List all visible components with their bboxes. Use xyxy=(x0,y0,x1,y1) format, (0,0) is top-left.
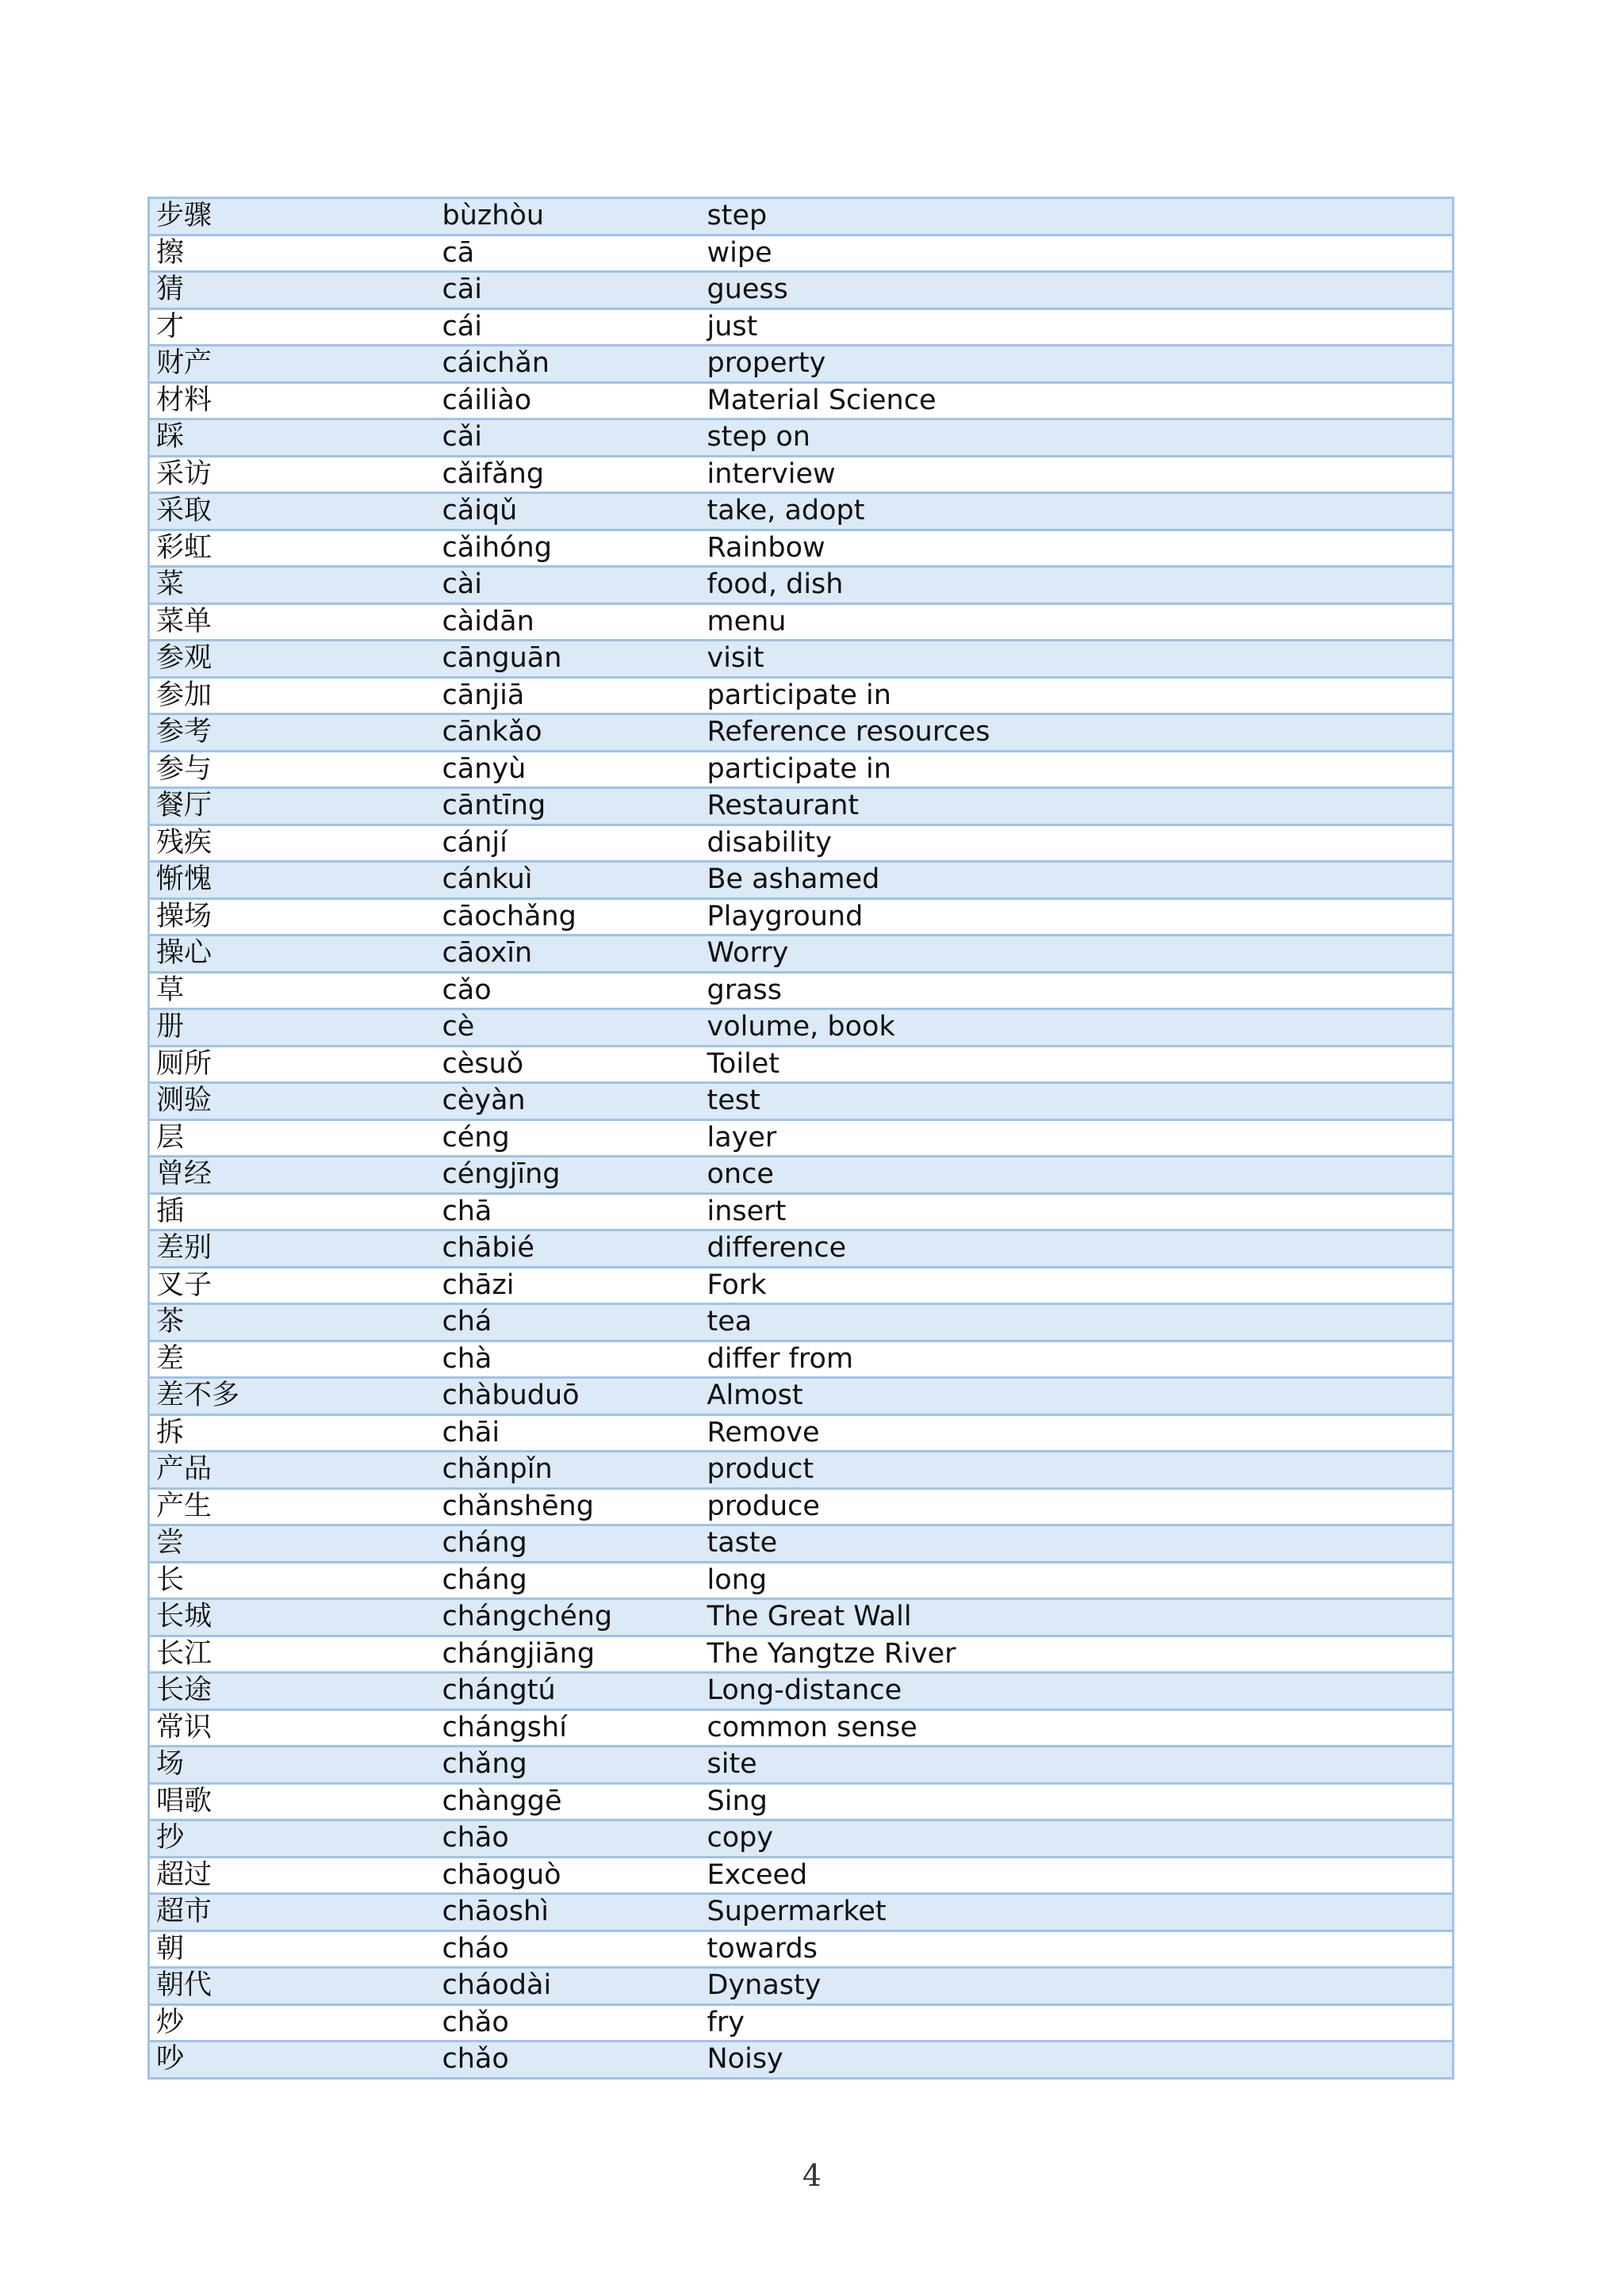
pinyin-cell: bùzhòu xyxy=(436,198,701,235)
table-row xyxy=(149,1304,1454,1341)
table-row xyxy=(149,1783,1454,1820)
english-cell: step on xyxy=(701,419,1454,457)
english-cell: Sing xyxy=(701,1783,1454,1820)
table-row xyxy=(149,308,1454,346)
hanzi-cell: 才 xyxy=(149,308,436,346)
pinyin-cell: cè xyxy=(436,1009,701,1047)
hanzi-cell: 参与 xyxy=(149,751,436,788)
pinyin-cell: chā xyxy=(436,1193,701,1230)
pinyin-cell: cā xyxy=(436,235,701,272)
hanzi-cell: 参加 xyxy=(149,677,436,714)
pinyin-cell: chāoguò xyxy=(436,1857,701,1894)
english-cell: take, adopt xyxy=(701,493,1454,530)
table-row xyxy=(149,235,1454,272)
hanzi-cell: 抄 xyxy=(149,1820,436,1858)
hanzi-cell: 差 xyxy=(149,1341,436,1378)
table-row xyxy=(149,641,1454,678)
table-row xyxy=(149,972,1454,1009)
hanzi-cell: 茶 xyxy=(149,1304,436,1341)
table-row xyxy=(149,714,1454,752)
table-row xyxy=(149,346,1454,383)
english-cell: grass xyxy=(701,972,1454,1009)
hanzi-cell: 采取 xyxy=(149,493,436,530)
hanzi-cell: 长江 xyxy=(149,1636,436,1673)
hanzi-cell: 步骤 xyxy=(149,198,436,235)
hanzi-cell: 菜 xyxy=(149,567,436,604)
english-cell: Long-distance xyxy=(701,1673,1454,1710)
table-row xyxy=(149,382,1454,419)
pinyin-cell: chǎo xyxy=(436,2004,701,2042)
pinyin-cell: chà xyxy=(436,1341,701,1378)
hanzi-cell: 参考 xyxy=(149,714,436,752)
english-cell: participate in xyxy=(701,677,1454,714)
english-cell: taste xyxy=(701,1525,1454,1563)
pinyin-cell: chāzi xyxy=(436,1267,701,1304)
english-cell: food, dish xyxy=(701,567,1454,604)
english-cell: The Great Wall xyxy=(701,1599,1454,1636)
table-row xyxy=(149,272,1454,309)
pinyin-cell: cānguān xyxy=(436,641,701,678)
hanzi-cell: 层 xyxy=(149,1119,436,1157)
table-row xyxy=(149,603,1454,641)
english-cell: common sense xyxy=(701,1709,1454,1747)
hanzi-cell: 差别 xyxy=(149,1230,436,1268)
hanzi-cell: 拆 xyxy=(149,1414,436,1452)
pinyin-cell: chāi xyxy=(436,1414,701,1452)
table-row xyxy=(149,419,1454,457)
english-cell: copy xyxy=(701,1820,1454,1858)
table-row xyxy=(149,898,1454,936)
english-cell: site xyxy=(701,1747,1454,1784)
hanzi-cell: 曾经 xyxy=(149,1157,436,1194)
pinyin-cell: chǎng xyxy=(436,1747,701,1784)
pinyin-cell: chǎnpǐn xyxy=(436,1452,701,1489)
hanzi-cell: 踩 xyxy=(149,419,436,457)
hanzi-cell: 场 xyxy=(149,1747,436,1784)
english-cell: Toilet xyxy=(701,1046,1454,1083)
pinyin-cell: chángchéng xyxy=(436,1599,701,1636)
pinyin-cell: cáiliào xyxy=(436,382,701,419)
table-row xyxy=(149,2004,1454,2042)
table-row xyxy=(149,456,1454,493)
pinyin-cell: cānyù xyxy=(436,751,701,788)
hanzi-cell: 朝代 xyxy=(149,1968,436,2005)
english-cell: insert xyxy=(701,1193,1454,1230)
table-row xyxy=(149,1157,1454,1194)
table-row xyxy=(149,677,1454,714)
hanzi-cell: 测验 xyxy=(149,1083,436,1120)
table-row xyxy=(149,530,1454,567)
table-row xyxy=(149,751,1454,788)
hanzi-cell: 擦 xyxy=(149,235,436,272)
table-row xyxy=(149,1119,1454,1157)
hanzi-cell: 财产 xyxy=(149,346,436,383)
table-row xyxy=(149,1931,1454,1968)
table-row xyxy=(149,1747,1454,1784)
table-row xyxy=(149,1230,1454,1268)
english-cell: guess xyxy=(701,272,1454,309)
table-row xyxy=(149,1267,1454,1304)
table-row xyxy=(149,2042,1454,2079)
table-row xyxy=(149,1193,1454,1230)
table-row xyxy=(149,1488,1454,1525)
english-cell: step xyxy=(701,198,1454,235)
table-row xyxy=(149,1414,1454,1452)
pinyin-cell: cǎihóng xyxy=(436,530,701,567)
hanzi-cell: 尝 xyxy=(149,1525,436,1563)
pinyin-cell: cǎi xyxy=(436,419,701,457)
table-row xyxy=(149,1599,1454,1636)
hanzi-cell: 草 xyxy=(149,972,436,1009)
english-cell: Restaurant xyxy=(701,788,1454,825)
english-cell: Fork xyxy=(701,1267,1454,1304)
table-row xyxy=(149,1968,1454,2005)
table-row xyxy=(149,1636,1454,1673)
english-cell: property xyxy=(701,346,1454,383)
english-cell: difference xyxy=(701,1230,1454,1268)
hanzi-cell: 餐厅 xyxy=(149,788,436,825)
hanzi-cell: 炒 xyxy=(149,2004,436,2042)
pinyin-cell: chābié xyxy=(436,1230,701,1268)
english-cell: The Yangtze River xyxy=(701,1636,1454,1673)
english-cell: volume, book xyxy=(701,1009,1454,1047)
english-cell: Worry xyxy=(701,936,1454,973)
english-cell: just xyxy=(701,308,1454,346)
english-cell: fry xyxy=(701,2004,1454,2042)
pinyin-cell: chángtú xyxy=(436,1673,701,1710)
table-row xyxy=(149,198,1454,235)
english-cell: once xyxy=(701,1157,1454,1194)
table-row xyxy=(149,1894,1454,1931)
english-cell: visit xyxy=(701,641,1454,678)
pinyin-cell: cǎiqǔ xyxy=(436,493,701,530)
hanzi-cell: 彩虹 xyxy=(149,530,436,567)
pinyin-cell: chángshí xyxy=(436,1709,701,1747)
table-row xyxy=(149,788,1454,825)
english-cell: Rainbow xyxy=(701,530,1454,567)
table-row xyxy=(149,1820,1454,1858)
hanzi-cell: 差不多 xyxy=(149,1378,436,1415)
hanzi-cell: 菜单 xyxy=(149,603,436,641)
english-cell: long xyxy=(701,1562,1454,1599)
pinyin-cell: cái xyxy=(436,308,701,346)
hanzi-cell: 产品 xyxy=(149,1452,436,1489)
hanzi-cell: 厕所 xyxy=(149,1046,436,1083)
pinyin-cell: chǎo xyxy=(436,2042,701,2079)
table-row xyxy=(149,825,1454,862)
table-row xyxy=(149,1562,1454,1599)
hanzi-cell: 册 xyxy=(149,1009,436,1047)
english-cell: Material Science xyxy=(701,382,1454,419)
english-cell: test xyxy=(701,1083,1454,1120)
pinyin-cell: chànggē xyxy=(436,1783,701,1820)
english-cell: Reference resources xyxy=(701,714,1454,752)
pinyin-cell: càidān xyxy=(436,603,701,641)
hanzi-cell: 吵 xyxy=(149,2042,436,2079)
english-cell: Exceed xyxy=(701,1857,1454,1894)
pinyin-cell: cānjiā xyxy=(436,677,701,714)
pinyin-cell: cháng xyxy=(436,1562,701,1599)
pinyin-cell: cāoxīn xyxy=(436,936,701,973)
pinyin-cell: cāochǎng xyxy=(436,898,701,936)
english-cell: Supermarket xyxy=(701,1894,1454,1931)
hanzi-cell: 超市 xyxy=(149,1894,436,1931)
english-cell: tea xyxy=(701,1304,1454,1341)
hanzi-cell: 猜 xyxy=(149,272,436,309)
pinyin-cell: cānkǎo xyxy=(436,714,701,752)
pinyin-cell: céng xyxy=(436,1119,701,1157)
pinyin-cell: cāntīng xyxy=(436,788,701,825)
pinyin-cell: cánjí xyxy=(436,825,701,862)
table-row xyxy=(149,1083,1454,1120)
hanzi-cell: 常识 xyxy=(149,1709,436,1747)
pinyin-cell: chá xyxy=(436,1304,701,1341)
pinyin-cell: chàbuduō xyxy=(436,1378,701,1415)
hanzi-cell: 惭愧 xyxy=(149,862,436,899)
english-cell: Dynasty xyxy=(701,1968,1454,2005)
hanzi-cell: 朝 xyxy=(149,1931,436,1968)
pinyin-cell: cài xyxy=(436,567,701,604)
pinyin-cell: cháodài xyxy=(436,1968,701,2005)
table-row xyxy=(149,1378,1454,1415)
pinyin-cell: cáichǎn xyxy=(436,346,701,383)
page-number: 4 xyxy=(802,2158,822,2193)
pinyin-cell: cháo xyxy=(436,1931,701,1968)
hanzi-cell: 插 xyxy=(149,1193,436,1230)
hanzi-cell: 长途 xyxy=(149,1673,436,1710)
english-cell: Almost xyxy=(701,1378,1454,1415)
english-cell: produce xyxy=(701,1488,1454,1525)
hanzi-cell: 残疾 xyxy=(149,825,436,862)
english-cell: disability xyxy=(701,825,1454,862)
hanzi-cell: 参观 xyxy=(149,641,436,678)
hanzi-cell: 唱歌 xyxy=(149,1783,436,1820)
english-cell: layer xyxy=(701,1119,1454,1157)
pinyin-cell: cǎo xyxy=(436,972,701,1009)
vocabulary-table-body xyxy=(149,198,1454,2079)
table-row xyxy=(149,1452,1454,1489)
vocabulary-table xyxy=(147,197,1454,2080)
table-row xyxy=(149,1009,1454,1047)
hanzi-cell: 操场 xyxy=(149,898,436,936)
pinyin-cell: cèyàn xyxy=(436,1083,701,1120)
hanzi-cell: 长城 xyxy=(149,1599,436,1636)
pinyin-cell: chǎnshēng xyxy=(436,1488,701,1525)
english-cell: Playground xyxy=(701,898,1454,936)
hanzi-cell: 产生 xyxy=(149,1488,436,1525)
pinyin-cell: chángjiāng xyxy=(436,1636,701,1673)
english-cell: Remove xyxy=(701,1414,1454,1452)
table-row xyxy=(149,936,1454,973)
hanzi-cell: 采访 xyxy=(149,456,436,493)
table-row xyxy=(149,493,1454,530)
table-row xyxy=(149,1525,1454,1563)
pinyin-cell: chāoshì xyxy=(436,1894,701,1931)
table-row xyxy=(149,1709,1454,1747)
english-cell: participate in xyxy=(701,751,1454,788)
english-cell: Be ashamed xyxy=(701,862,1454,899)
table-row xyxy=(149,862,1454,899)
english-cell: interview xyxy=(701,456,1454,493)
pinyin-cell: cháng xyxy=(436,1525,701,1563)
pinyin-cell: cāi xyxy=(436,272,701,309)
hanzi-cell: 材料 xyxy=(149,382,436,419)
hanzi-cell: 超过 xyxy=(149,1857,436,1894)
pinyin-cell: céngjīng xyxy=(436,1157,701,1194)
hanzi-cell: 长 xyxy=(149,1562,436,1599)
english-cell: towards xyxy=(701,1931,1454,1968)
english-cell: wipe xyxy=(701,235,1454,272)
table-row xyxy=(149,1857,1454,1894)
english-cell: differ from xyxy=(701,1341,1454,1378)
pinyin-cell: cánkuì xyxy=(436,862,701,899)
table-row xyxy=(149,1341,1454,1378)
pinyin-cell: cǎifǎng xyxy=(436,456,701,493)
table-row xyxy=(149,1673,1454,1710)
hanzi-cell: 叉子 xyxy=(149,1267,436,1304)
english-cell: menu xyxy=(701,603,1454,641)
pinyin-cell: chāo xyxy=(436,1820,701,1858)
english-cell: product xyxy=(701,1452,1454,1489)
hanzi-cell: 操心 xyxy=(149,936,436,973)
english-cell: Noisy xyxy=(701,2042,1454,2079)
table-row xyxy=(149,567,1454,604)
table-row xyxy=(149,1046,1454,1083)
pinyin-cell: cèsuǒ xyxy=(436,1046,701,1083)
